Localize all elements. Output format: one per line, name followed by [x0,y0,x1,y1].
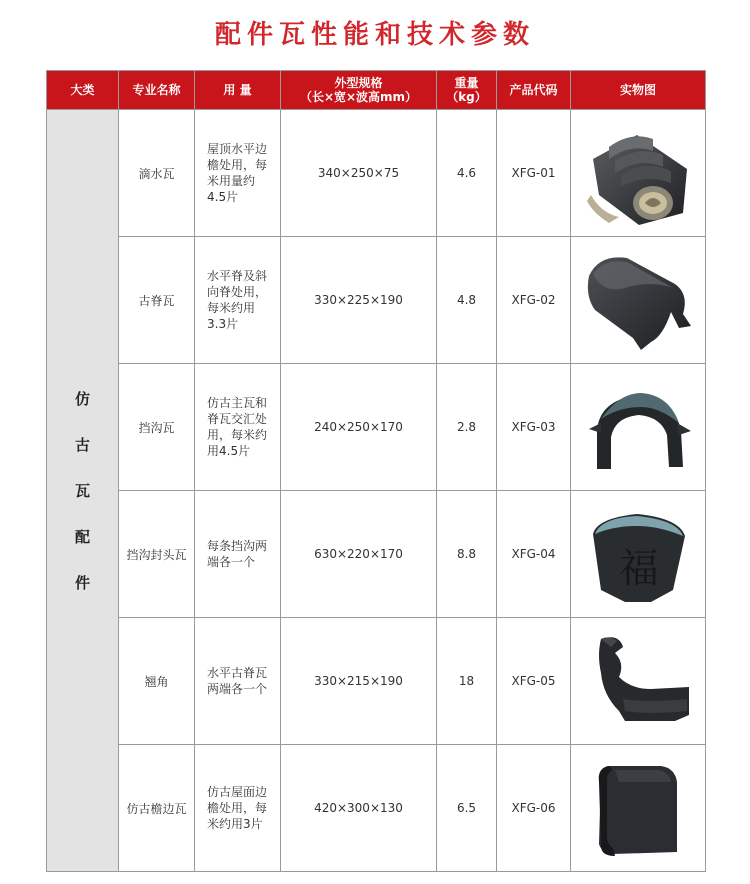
category-label: 仿古瓦配件 [74,389,90,592]
table-row [47,491,706,618]
product-spec: 630×220×170 [281,491,437,618]
product-spec: 420×300×130 [281,745,437,872]
header-category: 大类 [47,71,119,110]
header-spec-line1: 外型规格 [334,76,383,90]
product-photo-cell [571,364,706,491]
header-weight-line1: 重量 [454,76,479,90]
product-usage: 仿古主瓦和脊瓦交汇处用，每米约用4.5片 [195,364,281,491]
header-photo: 实物图 [571,71,706,110]
upturned-eave-photo [579,625,697,737]
header-weight [437,71,497,110]
ridge-tile-photo [579,244,697,356]
product-usage: 仿古屋面边檐处用，每米约用3片 [195,745,281,872]
product-name: 挡沟瓦 [119,364,195,491]
product-weight: 8.8 [437,491,497,618]
product-code: XFG-01 [497,110,571,237]
header-spec [281,71,437,110]
product-name: 古脊瓦 [119,237,195,364]
product-photo-cell [571,618,706,745]
header-spec-line2: （长×宽×波高mm） [299,90,418,104]
category-cell [47,110,119,872]
product-code: XFG-06 [497,745,571,872]
product-usage: 水平脊及斜向脊处用，每米约用3.3片 [195,237,281,364]
product-usage: 每条挡沟两端各一个 [195,491,281,618]
product-weight: 4.8 [437,237,497,364]
product-code: XFG-04 [497,491,571,618]
page-title: 配件瓦性能和技术参数 [214,20,535,50]
product-code: XFG-02 [497,237,571,364]
drip-tile-photo [579,117,697,229]
product-weight: 6.5 [437,745,497,872]
product-photo-cell [571,491,706,618]
spec-table [46,70,706,872]
header-usage: 用 量 [195,71,281,110]
gutter-tile-photo [579,371,697,483]
header-name: 专业名称 [119,71,195,110]
table-row [47,110,706,237]
header-weight-line2: （kg） [446,90,487,104]
table-row [47,745,706,872]
product-photo-cell [571,237,706,364]
product-photo-cell [571,745,706,872]
product-weight: 18 [437,618,497,745]
product-usage: 水平古脊瓦两端各一个 [195,618,281,745]
product-spec: 330×215×190 [281,618,437,745]
product-weight: 4.6 [437,110,497,237]
table-row [47,237,706,364]
product-spec: 330×225×190 [281,237,437,364]
product-code: XFG-05 [497,618,571,745]
product-name: 挡沟封头瓦 [119,491,195,618]
product-name: 滴水瓦 [119,110,195,237]
header-row [47,71,706,110]
product-photo-cell [571,110,706,237]
header-code: 产品代码 [497,71,571,110]
product-code: XFG-03 [497,364,571,491]
product-spec: 340×250×75 [281,110,437,237]
eave-edge-tile-photo [579,752,697,864]
product-usage: 屋顶水平边檐处用，每米用量约4.5片 [195,110,281,237]
end-cap-tile-photo [579,498,697,610]
product-weight: 2.8 [437,364,497,491]
product-name: 翘角 [119,618,195,745]
product-spec: 240×250×170 [281,364,437,491]
table-row [47,364,706,491]
product-name: 仿古檐边瓦 [119,745,195,872]
table-row [47,618,706,745]
fu-character: 福 [619,546,659,592]
